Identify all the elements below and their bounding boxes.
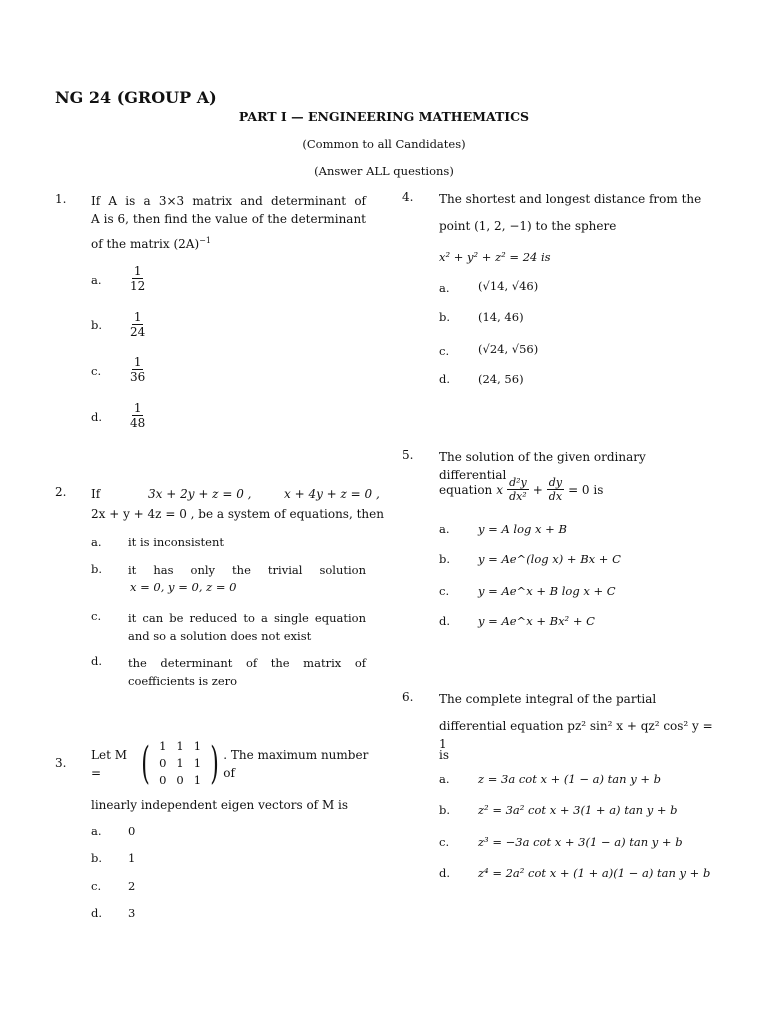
left-bracket: ( xyxy=(141,737,150,789)
question-line: of the matrix (2A) xyxy=(91,237,200,251)
fraction-denominator: 24 xyxy=(130,325,146,339)
question-line: point (1, 2, −1) to the sphere xyxy=(439,219,617,233)
question-line: Let M = xyxy=(91,747,127,780)
right-bracket: ) xyxy=(210,737,219,789)
option-label: b. xyxy=(91,562,103,576)
option-label: a. xyxy=(91,824,102,838)
option-label: a. xyxy=(439,522,450,536)
question-line: The complete integral of the partial xyxy=(439,692,657,706)
question-line: If xyxy=(91,487,101,501)
fraction-numerator: 1 xyxy=(133,401,142,415)
option-label: d. xyxy=(439,614,451,628)
section-heading: PART I — ENGINEERING MATHEMATICS xyxy=(238,109,530,124)
option-text: the determinant of the matrix of xyxy=(128,656,366,670)
question-line: The shortest and longest distance from the xyxy=(439,192,702,206)
option-text: and so a solution does not exist xyxy=(128,629,312,643)
question-number: 2. xyxy=(55,485,67,499)
question-line: linearly independent eigen vectors of M is xyxy=(91,798,349,812)
option-label: d. xyxy=(91,906,103,920)
fraction-numerator: 1 xyxy=(133,264,142,278)
option-label: d. xyxy=(439,372,451,386)
fraction-numerator: dy xyxy=(548,476,563,489)
question-5-equation xyxy=(439,476,603,503)
option-a-answer[interactable]: z = 3a cot x + (1 − a) tan y + b xyxy=(478,772,662,786)
exam-title: NG 24 (GROUP A) xyxy=(55,88,217,107)
question-line: differential equation pz² sin² x + qz² cos² y = 1 xyxy=(439,719,713,751)
option-label: d. xyxy=(91,654,103,668)
question-line: is xyxy=(439,748,449,762)
option-c-answer[interactable]: z³ = −3a cot x + 3(1 − a) tan y + b xyxy=(478,835,683,849)
fraction-denominator: dx² xyxy=(509,490,527,503)
option-text: it has only the trivial solution xyxy=(128,563,366,577)
variable: x xyxy=(496,482,504,497)
matrix-cell: 0 xyxy=(159,773,167,787)
question-number: 6. xyxy=(402,690,414,704)
option-c-answer[interactable] xyxy=(128,355,147,384)
question-line: If A is a 3×3 matrix and determinant of xyxy=(91,194,366,208)
option-b-answer[interactable]: (14, 46) xyxy=(478,310,524,324)
matrix-m xyxy=(137,738,223,789)
option-b-answer[interactable]: z² = 3a² cot x + 3(1 + a) tan y + b xyxy=(478,803,678,817)
option-text: coefficients is zero xyxy=(128,674,238,688)
question-line: . The maximum number of xyxy=(223,747,369,780)
option-text: it can be reduced to a single equation xyxy=(128,611,366,625)
fraction-numerator: 1 xyxy=(133,310,142,324)
option-label: c. xyxy=(91,609,102,623)
option-d-answer[interactable] xyxy=(128,654,366,690)
fraction-denominator: 48 xyxy=(130,416,146,430)
question-line: A is 6, then find the value of the determinant xyxy=(91,212,366,226)
option-d-answer[interactable]: y = Ae^x + Bx² + C xyxy=(478,614,595,628)
question-line: x² + y² + z² = 24 is xyxy=(439,250,551,264)
fraction-denominator: 36 xyxy=(130,370,146,384)
equation: 3x + 2y + z = 0 , xyxy=(148,487,252,501)
operator: + xyxy=(532,482,543,497)
option-c-answer[interactable]: y = Ae^x + B log x + C xyxy=(478,584,616,598)
question-number: 5. xyxy=(402,448,414,462)
option-label: c. xyxy=(439,584,450,598)
option-c-answer[interactable]: (√24, √56) xyxy=(478,342,539,356)
option-label: b. xyxy=(439,552,451,566)
option-d-answer[interactable] xyxy=(128,401,147,430)
matrix-cell: 0 xyxy=(159,756,167,770)
option-label: a. xyxy=(439,772,450,786)
option-label: c. xyxy=(91,879,102,893)
exponent: −1 xyxy=(199,236,211,245)
option-c-answer[interactable] xyxy=(128,609,366,645)
option-d-answer[interactable]: 3 xyxy=(128,906,136,920)
matrix-cell: 1 xyxy=(193,773,202,787)
option-label: c. xyxy=(439,835,450,849)
option-a-answer[interactable]: it is inconsistent xyxy=(128,535,224,549)
section-note-answer-all: (Answer ALL questions) xyxy=(314,164,454,178)
option-d-answer[interactable]: z⁴ = 2a² cot x + (1 + a)(1 − a) tan y + b xyxy=(478,866,711,880)
option-label: a. xyxy=(91,273,102,287)
question-line: The solution of the given ordinary differential xyxy=(439,450,646,482)
option-label: a. xyxy=(439,281,450,295)
question-1-text xyxy=(91,192,366,253)
question-number: 1. xyxy=(55,192,67,206)
option-label: c. xyxy=(91,364,102,378)
fraction-denominator: dx xyxy=(548,490,563,503)
option-label: a. xyxy=(91,535,102,549)
matrix-cell: 1 xyxy=(159,739,167,753)
option-a-answer[interactable]: 0 xyxy=(128,824,136,838)
option-c-answer[interactable]: 2 xyxy=(128,879,136,893)
option-b-answer[interactable]: y = Ae^(log x) + Bx + C xyxy=(478,552,621,566)
option-label: b. xyxy=(439,310,451,324)
option-b-answer[interactable]: 1 xyxy=(128,851,136,865)
option-a-answer[interactable]: (√14, √46) xyxy=(478,279,539,293)
fraction-numerator: d²y xyxy=(509,476,527,489)
option-a-answer[interactable] xyxy=(128,264,147,293)
section-note-common: (Common to all Candidates) xyxy=(302,137,466,151)
matrix-cell: 1 xyxy=(176,756,184,770)
matrix-cell: 1 xyxy=(176,739,184,753)
question-number: 4. xyxy=(402,190,414,204)
option-d-answer[interactable]: (24, 56) xyxy=(478,372,524,386)
option-label: d. xyxy=(91,410,103,424)
option-b-answer[interactable] xyxy=(128,310,147,339)
question-line: equation xyxy=(439,482,493,497)
option-b-answer[interactable] xyxy=(128,562,366,596)
matrix-cell: 1 xyxy=(193,739,202,753)
option-label: c. xyxy=(439,344,450,358)
question-line: = 0 is xyxy=(568,482,604,497)
question-number: 3. xyxy=(55,756,67,770)
option-text: x = 0, y = 0, z = 0 xyxy=(130,580,237,594)
equation: x + 4y + z = 0 , xyxy=(284,487,380,501)
question-3-text xyxy=(91,738,371,789)
matrix-table xyxy=(154,738,206,789)
option-label: b. xyxy=(439,803,451,817)
matrix-cell: 0 xyxy=(176,773,184,787)
option-label: b. xyxy=(91,318,103,332)
option-a-answer[interactable]: y = A log x + B xyxy=(478,522,567,536)
option-label: d. xyxy=(439,866,451,880)
option-label: b. xyxy=(91,851,103,865)
matrix-cell: 1 xyxy=(193,756,202,770)
fraction-denominator: 12 xyxy=(130,279,146,293)
fraction-numerator: 1 xyxy=(133,355,142,369)
question-line: 2x + y + 4z = 0 , be a system of equations, then xyxy=(91,507,384,521)
